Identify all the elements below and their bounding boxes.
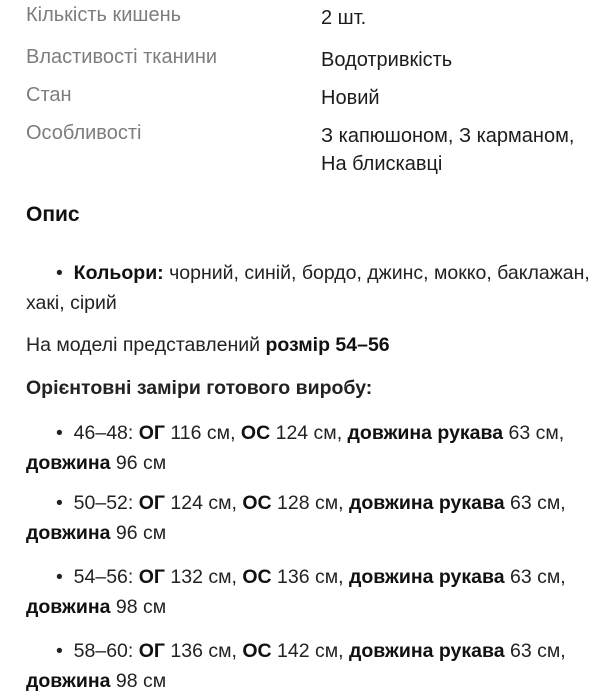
os-value: 136 см, — [277, 566, 344, 588]
colors-text: чорний, синій, бордо, джинс, мокко, баклажан, хакі, сірий — [26, 262, 590, 314]
og-label: ОГ — [138, 566, 165, 588]
attribute-value: 2 шт. — [321, 7, 367, 29]
sleeve-value: 63 см, — [509, 566, 566, 588]
measure-list-item — [26, 488, 596, 548]
sleeve-value: 63 см, — [509, 492, 566, 514]
model-size: розмір 54–56 — [265, 334, 390, 356]
length-value: 96 см — [115, 522, 167, 544]
os-value: 128 см, — [277, 492, 344, 514]
colors-label: Кольори: — [73, 262, 164, 284]
og-value: 136 см, — [170, 640, 237, 662]
length-label: довжина — [26, 522, 111, 544]
model-size-text — [26, 330, 596, 360]
sleeve-label: довжина рукава — [348, 640, 505, 662]
attribute-value: З капюшоном, З карманом, На блискавці — [321, 125, 575, 175]
length-value: 98 см — [115, 670, 167, 692]
os-value: 142 см, — [277, 640, 344, 662]
colors-list-item — [26, 258, 596, 318]
length-label: довжина — [26, 670, 111, 692]
sleeve-value: 63 см, — [509, 640, 566, 662]
description-heading: Опис — [26, 203, 80, 226]
os-label: ОС — [242, 566, 272, 588]
attribute-name: Кількість кишень — [26, 4, 182, 26]
measures-title: Орієнтовні заміри готового виробу: — [26, 377, 373, 399]
os-label: ОС — [242, 640, 272, 662]
og-value: 116 см, — [170, 422, 236, 444]
bullet-icon: • — [56, 492, 74, 514]
bullet-icon: • — [56, 566, 74, 588]
bullet-icon: • — [56, 422, 74, 444]
sleeve-label: довжина рукава — [348, 566, 505, 588]
bullet-icon: • — [56, 262, 74, 284]
attribute-name: Стан — [26, 84, 72, 106]
attribute-row — [26, 0, 606, 38]
measure-list-item — [26, 562, 596, 622]
og-label: ОГ — [138, 640, 165, 662]
measure-list-item — [26, 418, 596, 478]
model-prefix: На моделі представлений — [26, 334, 266, 356]
attribute-name: Особливості — [26, 122, 142, 144]
og-label: ОГ — [138, 422, 165, 444]
attribute-row — [26, 114, 606, 174]
os-value: 124 см, — [275, 422, 343, 444]
length-label: довжина — [26, 596, 111, 618]
og-value: 132 см, — [170, 566, 237, 588]
og-label: ОГ — [138, 492, 165, 514]
attribute-value: Новий — [321, 87, 380, 109]
sleeve-label: довжина рукава — [348, 492, 505, 514]
sleeve-label: довжина рукава — [347, 422, 504, 444]
measure-size: 54–56: — [73, 566, 134, 588]
attribute-row — [26, 76, 606, 114]
measure-size: 50–52: — [73, 492, 134, 514]
og-value: 124 см, — [170, 492, 237, 514]
length-value: 96 см — [115, 452, 167, 474]
os-label: ОС — [242, 492, 272, 514]
measure-list-item — [26, 636, 596, 696]
attribute-value: Водотривкість — [321, 49, 453, 71]
attribute-row — [26, 38, 606, 76]
measure-size: 58–60: — [73, 640, 134, 662]
sleeve-value: 63 см, — [508, 422, 565, 444]
attributes-table — [26, 0, 606, 174]
length-value: 98 см — [115, 596, 167, 618]
os-label: ОС — [240, 422, 271, 444]
attribute-name: Властивості тканини — [26, 46, 218, 68]
bullet-icon: • — [56, 640, 74, 662]
length-label: довжина — [26, 452, 111, 474]
measure-size: 46–48: — [73, 422, 134, 444]
